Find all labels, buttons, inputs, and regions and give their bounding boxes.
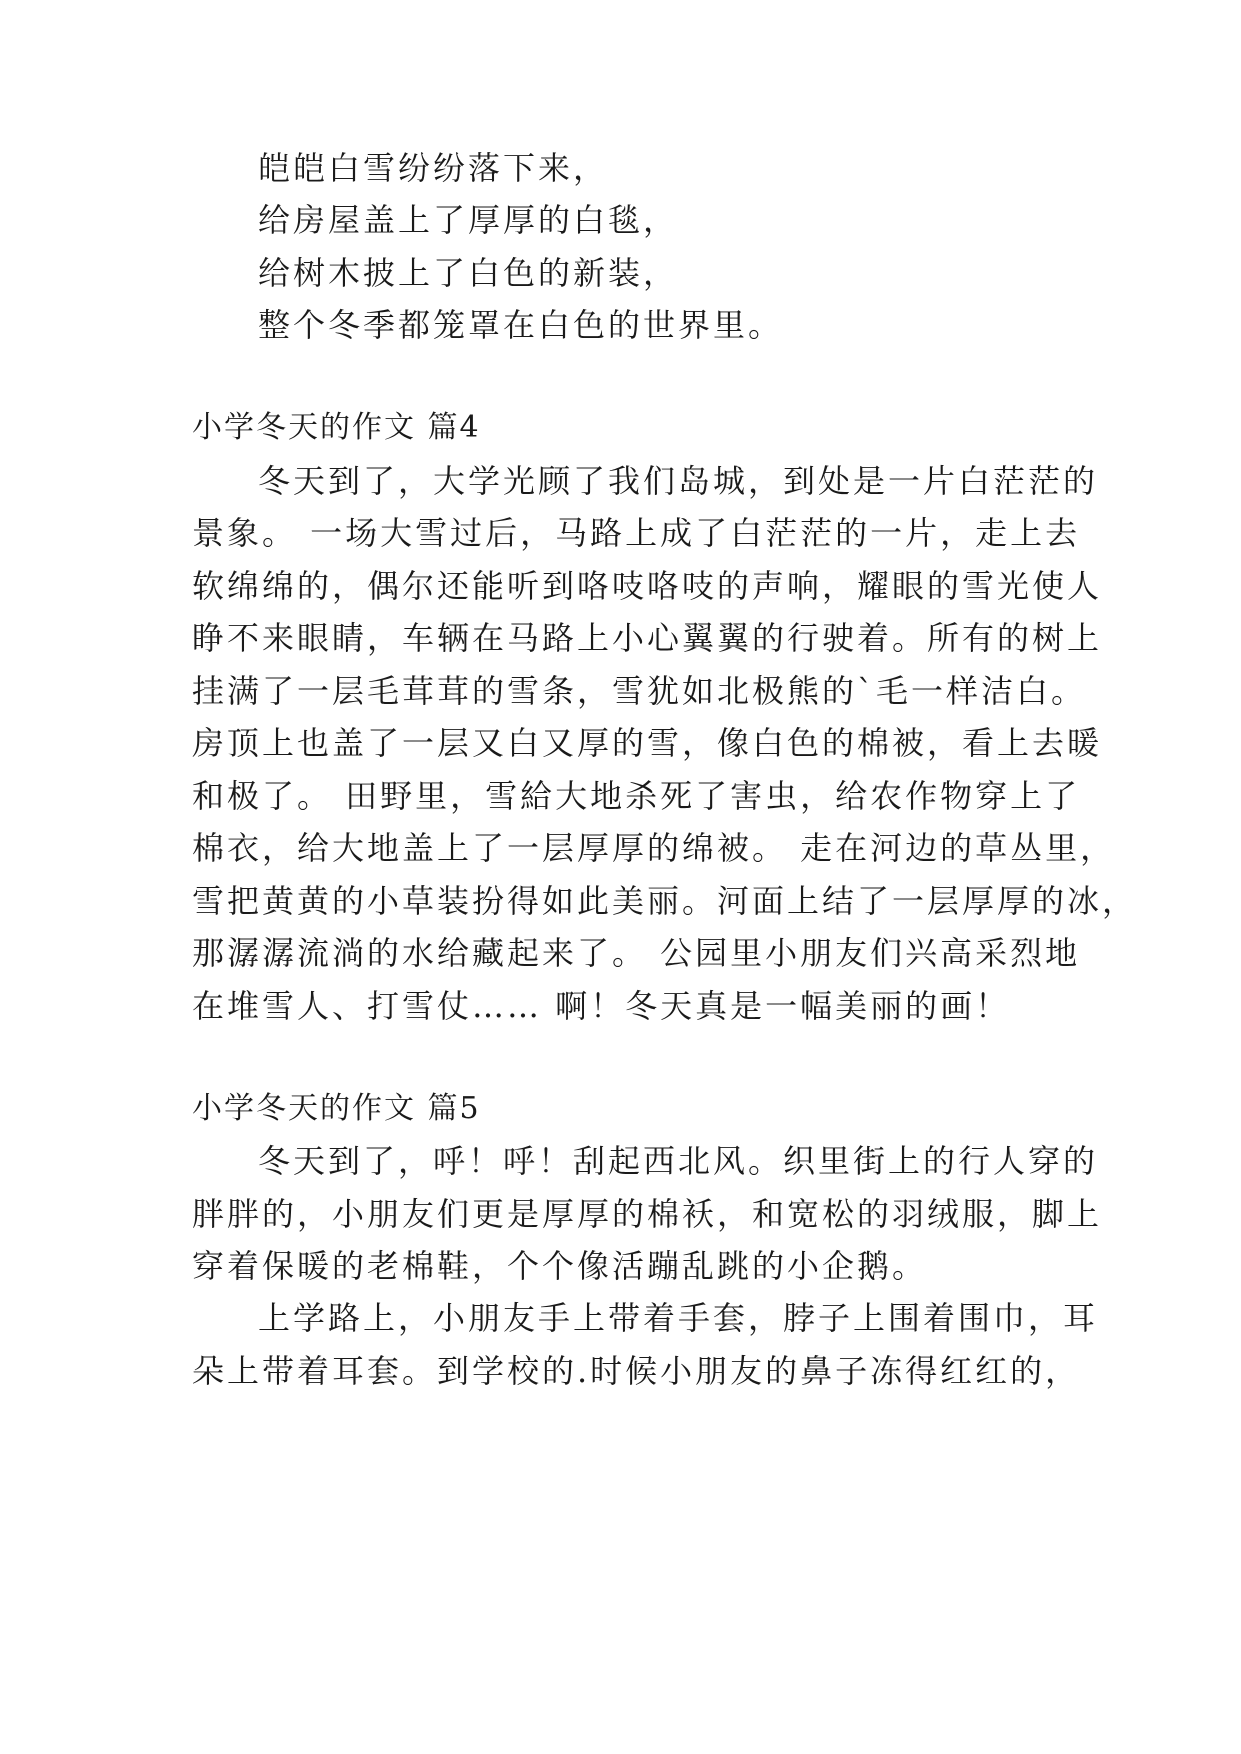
paragraph-line: 房顶上也盖了一层又白又厚的雪，像白色的棉被，看上去暖 bbox=[192, 724, 1103, 762]
poem-line: 皑皑白雪纷纷落下来， bbox=[258, 149, 609, 187]
paragraph-line: 胖胖的，小朋友们更是厚厚的棉袄，和宽松的羽绒服，脚上 bbox=[192, 1195, 1103, 1233]
paragraph-line: 睁不来眼睛，车辆在马路上小心翼翼的行驶着。所有的树上 bbox=[192, 619, 1103, 657]
paragraph-line: 朵上带着耳套。到学校的.时候小朋友的鼻子冻得红红的， bbox=[192, 1352, 1081, 1390]
paragraph-line: 在堆雪人、打雪仗…… 啊！冬天真是一幅美丽的画！ bbox=[192, 987, 1011, 1025]
paragraph-line: 和极了。 田野里，雪給大地杀死了害虫，给农作物穿上了 bbox=[192, 777, 1081, 815]
paragraph-line: 冬天到了，呼！呼！刮起西北风。织里街上的行人穿的 bbox=[258, 1142, 1099, 1180]
paragraph-line: 软绵绵的，偶尔还能听到咯吱咯吱的声响，耀眼的雪光使人 bbox=[192, 567, 1103, 605]
paragraph-line: 上学路上，小朋友手上带着手套，脖子上围着围巾，耳 bbox=[258, 1299, 1099, 1337]
paragraph-line: 景象。 一场大雪过后，马路上成了白茫茫的一片，走上去 bbox=[192, 514, 1081, 552]
paragraph-line: 棉衣，给大地盖上了一层厚厚的绵被。 走在河边的草丛里， bbox=[192, 829, 1116, 867]
poem-line: 整个冬季都笼罩在白色的世界里。 bbox=[258, 306, 784, 344]
paragraph-line: 挂满了一层毛茸茸的雪条，雪犹如北极熊的`毛一样洁白。 bbox=[192, 672, 1087, 710]
section-heading: 小学冬天的作文 篇4 bbox=[192, 410, 481, 445]
paragraph-line: 冬天到了，大学光顾了我们岛城，到处是一片白茫茫的 bbox=[258, 462, 1099, 500]
paragraph-line: 穿着保暖的老棉鞋，个个像活蹦乱跳的小企鹅。 bbox=[192, 1247, 928, 1285]
poem-line: 给树木披上了白色的新装， bbox=[258, 254, 679, 292]
paragraph-line: 雪把黄黄的小草装扮得如此美丽。河面上结了一层厚厚的冰， bbox=[192, 882, 1138, 920]
poem-line: 给房屋盖上了厚厚的白毯， bbox=[258, 201, 679, 239]
section-heading: 小学冬天的作文 篇5 bbox=[192, 1091, 481, 1126]
paragraph-line: 那潺潺流淌的水给藏起来了。 公园里小朋友们兴高采烈地 bbox=[192, 934, 1081, 972]
